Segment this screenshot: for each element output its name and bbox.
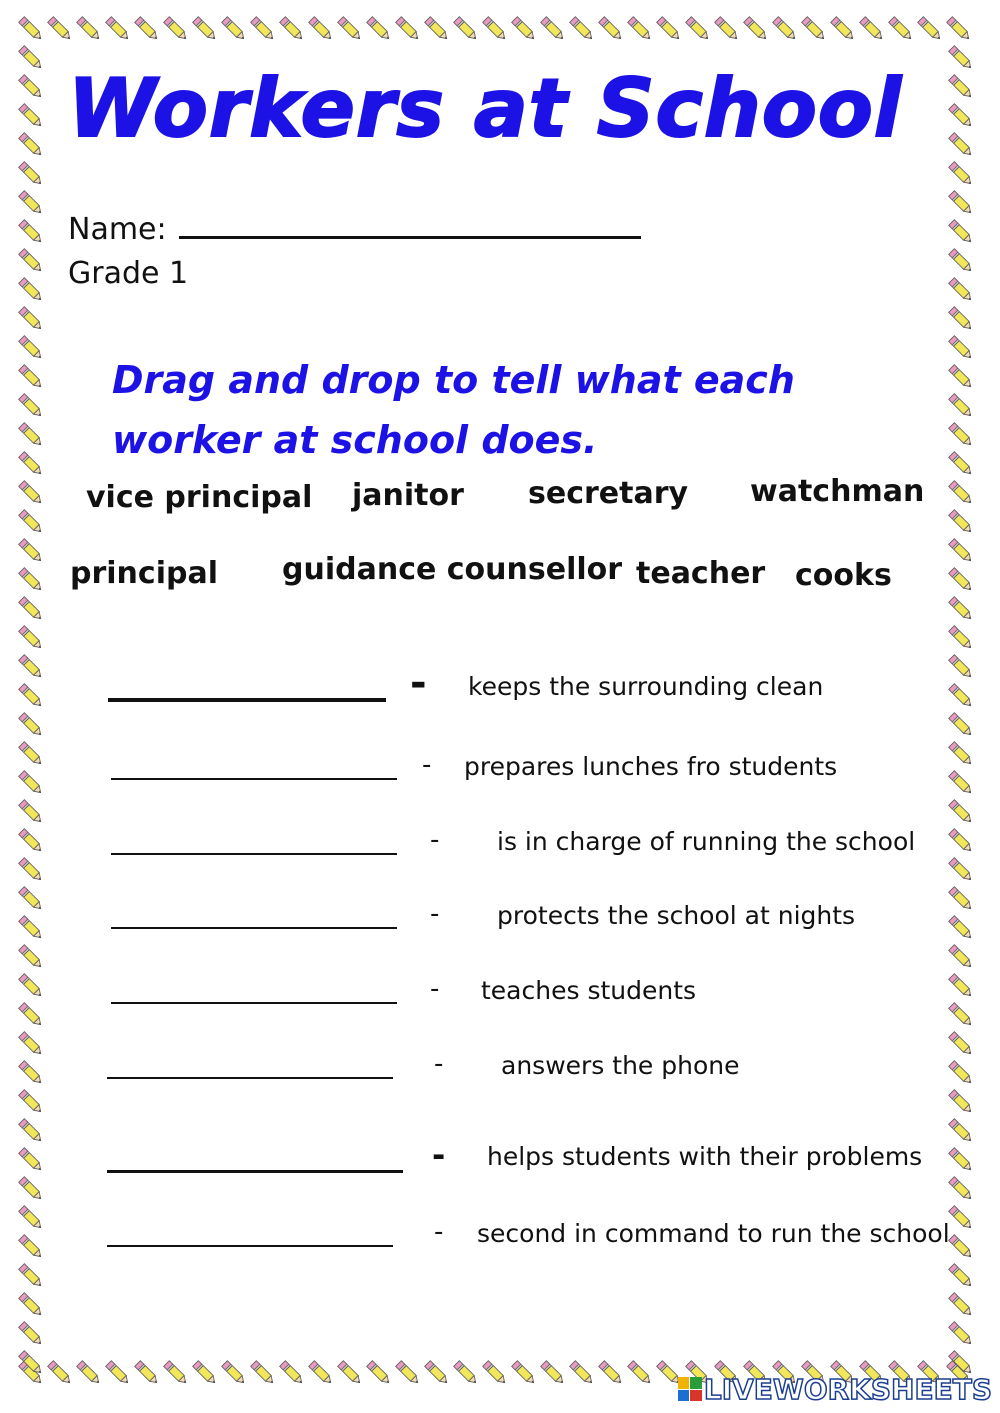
pencil-icon [19, 1293, 44, 1318]
pencil-icon [367, 17, 392, 42]
pencil-icon [19, 452, 44, 477]
pencil-icon [949, 481, 974, 506]
word-vice-principal[interactable]: vice principal [86, 480, 313, 515]
pencil-icon [949, 191, 974, 216]
pencil-icon [338, 17, 363, 42]
pencil-icon [19, 17, 44, 42]
pencil-icon [512, 17, 537, 42]
dash: - [410, 660, 427, 706]
name-blank[interactable] [179, 208, 641, 239]
pencil-icon [949, 75, 974, 100]
word-teacher[interactable]: teacher [636, 556, 766, 591]
question-row [0, 897, 1000, 937]
pencil-icon [628, 17, 653, 42]
question-row [0, 1215, 1000, 1255]
pencil-icon [164, 17, 189, 42]
pencil-icon [193, 1361, 218, 1386]
pencil-icon [19, 249, 44, 274]
pencil-icon [164, 1361, 189, 1386]
pencil-icon [19, 365, 44, 390]
pencil-icon [106, 1361, 131, 1386]
pencil-icon [949, 307, 974, 332]
liveworksheets-logo-icon [678, 1377, 702, 1401]
word-janitor[interactable]: janitor [352, 478, 464, 513]
pencil-icon [949, 249, 974, 274]
dash: - [422, 750, 432, 780]
pencil-icon [889, 17, 914, 42]
pencil-icon [396, 1361, 421, 1386]
pencil-icon [860, 17, 885, 42]
answer-blank[interactable] [107, 1077, 393, 1079]
dash: - [432, 1136, 446, 1174]
pencil-icon [19, 46, 44, 71]
pencil-icon [19, 394, 44, 419]
pencil-icon [570, 17, 595, 42]
pencil-icon [949, 336, 974, 361]
pencil-icon [949, 1293, 974, 1318]
answer-blank[interactable] [111, 927, 397, 929]
pencil-icon [77, 17, 102, 42]
pencil-icon [949, 568, 974, 593]
pencil-icon [19, 104, 44, 129]
pencil-icon [949, 133, 974, 158]
pencil-icon [949, 452, 974, 477]
pencil-icon [425, 1361, 450, 1386]
pencil-icon [19, 1322, 44, 1347]
pencil-icon [483, 17, 508, 42]
pencil-icon [570, 1361, 595, 1386]
pencil-icon [19, 626, 44, 651]
pencil-icon [773, 17, 798, 42]
pencil-icon [949, 510, 974, 535]
question-description: protects the school at nights [497, 901, 856, 930]
word-cooks[interactable]: cooks [795, 558, 892, 593]
question-row [0, 660, 1000, 706]
pencil-icon [19, 1090, 44, 1115]
dash: - [430, 899, 440, 929]
dash: - [434, 1217, 444, 1247]
pencil-icon [135, 17, 160, 42]
pencil-icon [251, 17, 276, 42]
pencil-icon [949, 220, 974, 245]
question-row [0, 1047, 1000, 1087]
question-description: teaches students [481, 976, 697, 1005]
pencil-icon [949, 945, 974, 970]
pencil-icon [338, 1361, 363, 1386]
word-guidance-counsellor[interactable]: guidance counsellor [282, 552, 623, 587]
pencil-icon [48, 1361, 73, 1386]
pencil-icon [19, 162, 44, 187]
pencil-icon [19, 945, 44, 970]
answer-blank[interactable] [108, 698, 386, 702]
question-row [0, 1138, 1000, 1178]
pencil-icon [222, 17, 247, 42]
name-label: Name: [68, 212, 167, 247]
pencil-icon [251, 1361, 276, 1386]
pencil-icon [309, 1361, 334, 1386]
word-principal[interactable]: principal [70, 556, 218, 591]
pencil-icon [19, 75, 44, 100]
question-row [0, 972, 1000, 1012]
pencil-icon [949, 162, 974, 187]
answer-blank[interactable] [111, 1002, 397, 1004]
pencil-icon [949, 626, 974, 651]
pencil-icon [77, 1361, 102, 1386]
logo-text: LIVEWORKSHEETS [703, 1372, 992, 1406]
question-row [0, 823, 1000, 863]
answer-blank[interactable] [111, 853, 397, 855]
dash: - [430, 825, 440, 855]
pencil-icon [19, 1177, 44, 1202]
pencil-icon [19, 278, 44, 303]
pencil-icon [135, 1361, 160, 1386]
pencil-icon [483, 1361, 508, 1386]
pencil-icon [949, 800, 974, 825]
word-secretary[interactable]: secretary [528, 476, 689, 511]
pencil-icon [541, 1361, 566, 1386]
pencil-icon [744, 17, 769, 42]
pencil-icon [599, 17, 624, 42]
pencil-icon [949, 1322, 974, 1347]
pencil-icon [19, 800, 44, 825]
grade-label: Grade 1 [68, 256, 189, 291]
pencil-icon [949, 713, 974, 738]
pencil-icon [48, 17, 73, 42]
pencil-icon [19, 510, 44, 535]
question-description: helps students with their problems [487, 1142, 923, 1171]
pencil-icon [512, 1361, 537, 1386]
question-description: is in charge of running the school [497, 827, 916, 856]
pencil-icon [396, 17, 421, 42]
pencil-icon [222, 1361, 247, 1386]
pencil-icon [949, 1177, 974, 1202]
pencil-icon [280, 1361, 305, 1386]
pencil-icon [193, 17, 218, 42]
pencil-icon [949, 539, 974, 564]
pencil-icon [831, 17, 856, 42]
pencil-icon [918, 17, 943, 42]
pencil-icon [19, 597, 44, 622]
liveworksheets-logo[interactable] [678, 1371, 992, 1407]
question-description: keeps the surrounding clean [468, 672, 824, 701]
answer-blank[interactable] [111, 778, 397, 780]
pencil-icon [628, 1361, 653, 1386]
pencil-icon [425, 17, 450, 42]
pencil-icon [454, 1361, 479, 1386]
pencil-icon [949, 1264, 974, 1289]
pencil-icon [949, 365, 974, 390]
pencil-icon [657, 17, 682, 42]
pencil-icon [19, 307, 44, 332]
page-title: Workers at School [68, 62, 903, 155]
pencil-icon [19, 220, 44, 245]
pencil-icon [949, 46, 974, 71]
dash: - [434, 1049, 444, 1079]
pencil-icon [19, 191, 44, 216]
question-row [0, 748, 1000, 788]
pencil-icon [367, 1361, 392, 1386]
pencil-icon [280, 17, 305, 42]
pencil-icon [715, 17, 740, 42]
pencil-icon [454, 17, 479, 42]
name-field [68, 208, 641, 247]
pencil-icon [949, 278, 974, 303]
pencil-icon [802, 17, 827, 42]
pencil-icon [949, 597, 974, 622]
pencil-icon [19, 713, 44, 738]
pencil-icon [949, 1090, 974, 1115]
question-description: second in command to run the school [477, 1219, 950, 1248]
pencil-icon [599, 1361, 624, 1386]
question-description: prepares lunches fro students [464, 752, 838, 781]
pencil-icon [541, 17, 566, 42]
pencil-icon [106, 17, 131, 42]
word-watchman[interactable]: watchman [750, 474, 925, 509]
pencil-icon [309, 17, 334, 42]
dash: - [430, 974, 440, 1004]
instructions: Drag and drop to tell what each worker at school does. [112, 358, 795, 462]
pencil-icon [19, 423, 44, 448]
pencil-icon [949, 394, 974, 419]
pencil-icon [19, 133, 44, 158]
pencil-icon [947, 17, 972, 42]
pencil-icon [19, 1264, 44, 1289]
answer-blank[interactable] [107, 1170, 403, 1173]
question-description: answers the phone [501, 1051, 740, 1080]
answer-blank[interactable] [107, 1245, 393, 1247]
pencil-icon [949, 104, 974, 129]
pencil-icon [19, 336, 44, 361]
pencil-icon [949, 423, 974, 448]
pencil-icon [19, 481, 44, 506]
pencil-icon [686, 17, 711, 42]
pencil-icon [19, 539, 44, 564]
pencil-icon [19, 568, 44, 593]
